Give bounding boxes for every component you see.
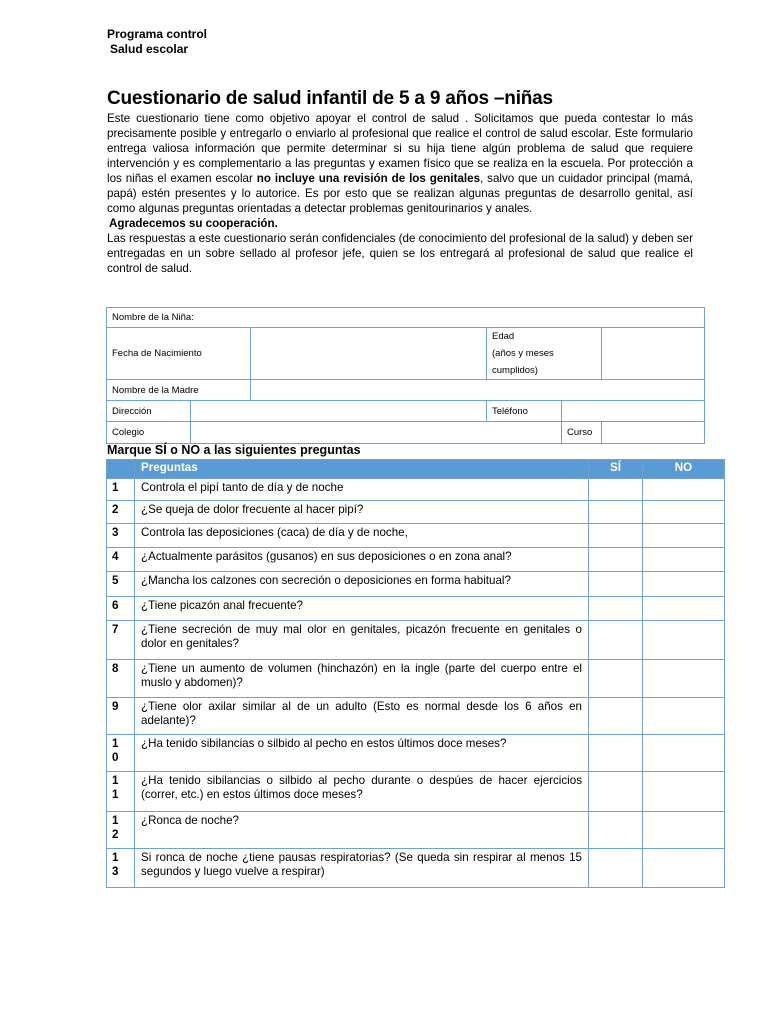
answer-si-cell[interactable] (589, 698, 643, 735)
answer-no-cell[interactable] (643, 698, 725, 735)
question-row (107, 735, 725, 772)
question-row (107, 597, 725, 621)
question-row (107, 501, 725, 524)
question-number: 1 (107, 479, 135, 501)
question-number: 2 (107, 501, 135, 524)
document-title: Cuestionario de salud infantil de 5 a 9 años –niñas (107, 88, 553, 109)
header-preguntas: Preguntas (135, 460, 589, 479)
fecha-nacimiento-label: Fecha de Nacimiento (107, 328, 251, 380)
answer-no-cell[interactable] (643, 621, 725, 660)
question-number: 9 (107, 698, 135, 735)
telefono-label: Teléfono (487, 401, 562, 422)
intro-p1-start: Este cuestionario tiene como objetivo apoyar el control de salud . Solicitamos que pueda contestar lo más precisamente posible y entregarlo o enviarlo al profesional que realice el control de salud escolar. Este formulario entrega valiosa información que permite determinar si su hija tiene algún problema de salud que requiere intervención y es complementario a las preguntas y examen físico que se realiza en la escuela. Por protección a los niñas el examen escolar (107, 112, 693, 185)
question-row (107, 698, 725, 735)
questions-header-row (107, 460, 725, 479)
question-row (107, 660, 725, 698)
answer-no-cell[interactable] (643, 501, 725, 524)
intro-paragraph-1 (107, 111, 693, 216)
telefono-field[interactable] (562, 401, 705, 422)
question-number: 1 1 (107, 772, 135, 812)
question-text: Si ronca de noche ¿tiene pausas respiratorias? (Se queda sin respirar al menos 15 segundos y luego vuelve a respirar) (135, 849, 589, 888)
question-text: ¿Ha tenido sibilancias o silbido al pecho en estos últimos doce meses? (135, 735, 589, 772)
question-text: ¿Tiene un aumento de volumen (hinchazón) en la ingle (parte del cuerpo entre el muslo y abdomen)? (135, 660, 589, 698)
thanks-line: Agradecemos su cooperación. (109, 217, 278, 230)
answer-si-cell[interactable] (589, 597, 643, 621)
question-text: ¿Se queja de dolor frecuente al hacer pipí? (135, 501, 589, 524)
question-text: Controla el pipí tanto de día y de noche (135, 479, 589, 501)
colegio-field[interactable] (191, 422, 562, 444)
question-text: ¿Tiene picazón anal frecuente? (135, 597, 589, 621)
question-number: 6 (107, 597, 135, 621)
answer-no-cell[interactable] (643, 597, 725, 621)
question-row (107, 479, 725, 501)
question-row (107, 621, 725, 660)
program-sublabel: Salud escolar (110, 42, 189, 56)
question-row (107, 572, 725, 597)
answer-si-cell[interactable] (589, 572, 643, 597)
edad-note: (años y meses cumplidos) (492, 348, 554, 376)
question-number: 1 3 (107, 849, 135, 888)
question-number: 7 (107, 621, 135, 660)
question-text: ¿Tiene olor axilar similar al de un adulto (Esto es normal desde los 6 años en adelante)? (135, 698, 589, 735)
nombre-madre-field[interactable] (251, 380, 705, 401)
question-text: ¿Tiene secreción de muy mal olor en genitales, picazón frecuente en genitales o dolor en genitales? (135, 621, 589, 660)
nombre-nina-label: Nombre de la Niña: (112, 312, 194, 323)
header-no: NO (643, 460, 725, 479)
instructions-heading: Marque SÍ o NO a las siguientes preguntas (107, 443, 361, 457)
edad-field[interactable] (602, 328, 705, 380)
edad-label-cell (487, 328, 602, 380)
answer-si-cell[interactable] (589, 812, 643, 849)
document-header (107, 27, 207, 57)
answer-no-cell[interactable] (643, 849, 725, 888)
answer-no-cell[interactable] (643, 735, 725, 772)
answer-no-cell[interactable] (643, 524, 725, 548)
questions-table (106, 459, 725, 888)
curso-label: Curso (562, 422, 602, 444)
edad-label: Edad (492, 331, 515, 342)
answer-no-cell[interactable] (643, 812, 725, 849)
question-number: 1 2 (107, 812, 135, 849)
question-number: 8 (107, 660, 135, 698)
questions-body (107, 479, 725, 888)
answer-si-cell[interactable] (589, 621, 643, 660)
question-number: 3 (107, 524, 135, 548)
answer-si-cell[interactable] (589, 735, 643, 772)
question-text: ¿Mancha los calzones con secreción o deposiciones en forma habitual? (135, 572, 589, 597)
answer-si-cell[interactable] (589, 524, 643, 548)
answer-si-cell[interactable] (589, 501, 643, 524)
question-text: ¿Actualmente parásitos (gusanos) en sus deposiciones o en zona anal? (135, 548, 589, 572)
question-text: ¿Ha tenido sibilancias o silbido al pecho durante o despúes de hacer ejercicios (correr, etc.) en estos últimos doce meses? (135, 772, 589, 812)
curso-field[interactable] (602, 422, 705, 444)
colegio-label: Colegio (107, 422, 191, 444)
fecha-nacimiento-field[interactable] (251, 328, 487, 380)
header-num-cell (107, 460, 135, 479)
question-text: ¿Ronca de noche? (135, 812, 589, 849)
answer-no-cell[interactable] (643, 548, 725, 572)
direccion-label: Dirección (107, 401, 191, 422)
answer-no-cell[interactable] (643, 479, 725, 501)
answer-si-cell[interactable] (589, 548, 643, 572)
answer-si-cell[interactable] (589, 849, 643, 888)
nombre-madre-label: Nombre de la Madre (107, 380, 251, 401)
answer-no-cell[interactable] (643, 572, 725, 597)
program-label: Programa control (107, 27, 208, 41)
header-si: SÍ (589, 460, 643, 479)
question-row (107, 524, 725, 548)
question-number: 5 (107, 572, 135, 597)
intro-p1-end: , salvo que un cuidador principal (mamá, papá) estén presentes y lo autorice. Es por esto que se realizan algunas preguntas de desarrollo genital, así como algunas preguntas orientadas a detectar problemas genitourinarios y anales. (107, 172, 693, 215)
student-info-form (106, 307, 705, 444)
answer-no-cell[interactable] (643, 660, 725, 698)
question-row (107, 849, 725, 888)
question-row (107, 772, 725, 812)
answer-no-cell[interactable] (643, 772, 725, 812)
intro-p1-bold: no incluye una revisión de los genitales (256, 172, 481, 185)
question-row (107, 812, 725, 849)
intro-paragraph-2: Las respuestas a este cuestionario serán confidenciales (de conocimiento del profesional de la salud) y deben ser entregadas en un sobre sellado al profesor jefe, quien se los entregará al profesional de salud que realice el control de salud. (107, 232, 693, 275)
nombre-nina-field[interactable] (107, 308, 705, 328)
answer-si-cell[interactable] (589, 660, 643, 698)
question-number: 1 0 (107, 735, 135, 772)
intro-text (107, 111, 693, 276)
question-text: Controla las deposiciones (caca) de día y de noche, (135, 524, 589, 548)
direccion-field[interactable] (191, 401, 487, 422)
question-row (107, 548, 725, 572)
answer-si-cell[interactable] (589, 772, 643, 812)
answer-si-cell[interactable] (589, 479, 643, 501)
question-number: 4 (107, 548, 135, 572)
